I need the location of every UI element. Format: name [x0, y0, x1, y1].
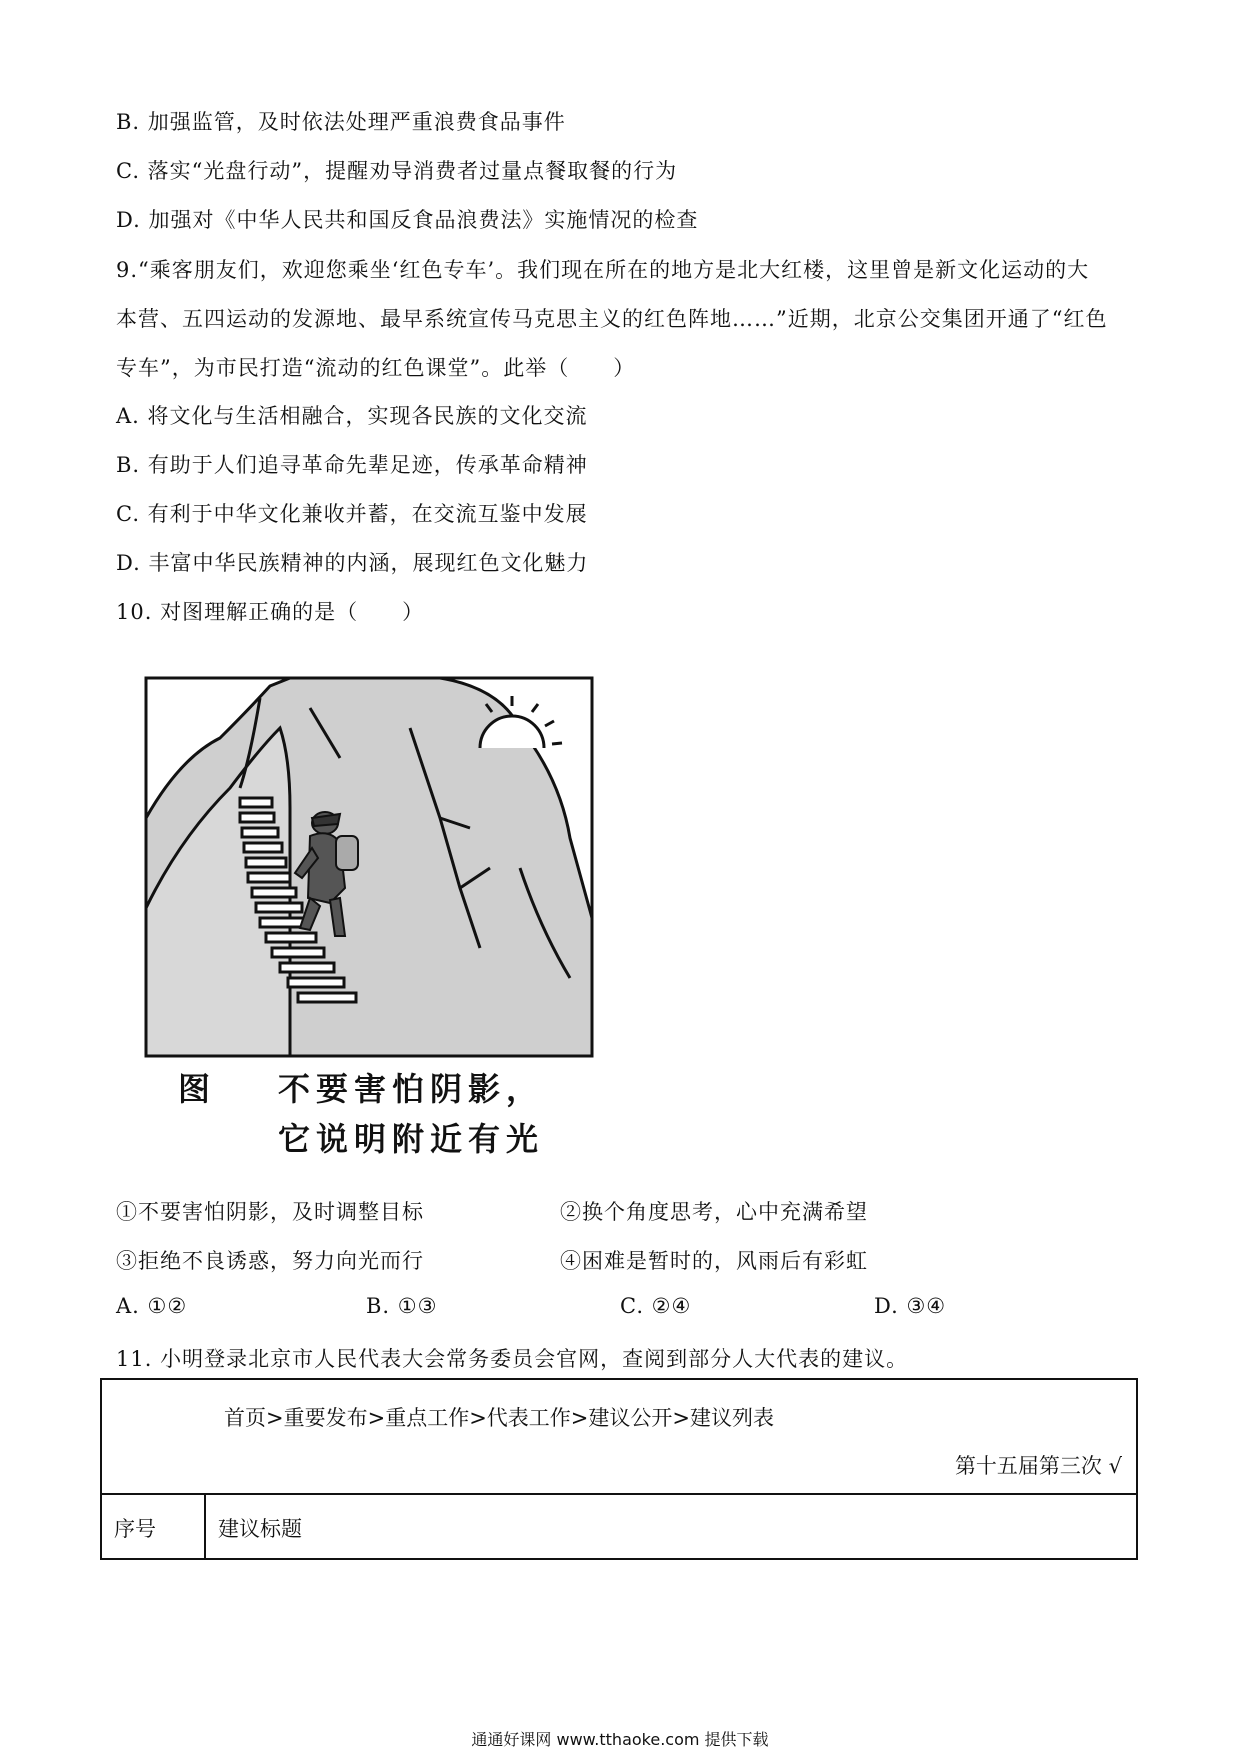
q11-stem: 11. 小明登录北京市人民代表大会常务委员会官网，查阅到部分人大代表的建议。 — [116, 1347, 909, 1371]
page-footer: 通通好课网 www.tthaoke.com 提供下载 — [471, 1730, 769, 1749]
q8-option-d: D. 加强对《中华人民共和国反食品浪费法》实施情况的检查 — [116, 208, 699, 232]
q9-stem-line2: 本营、五四运动的发源地、最早系统宣传马克思主义的红色阵地……”近期，北京公交集团开通了“红色 — [116, 307, 1108, 331]
figure-label: 图 — [178, 1070, 217, 1108]
table-header-row — [102, 1493, 1136, 1560]
statement-1: ①不要害怕阴影，及时调整目标 — [116, 1200, 424, 1224]
breadcrumb: 首页>重要发布>重点工作>代表工作>建议公开>建议列表 — [224, 1406, 774, 1430]
statement-4: ④困难是暂时的，风雨后有彩虹 — [560, 1249, 868, 1273]
q9-option-c: C. 有利于中华文化兼收并蓄，在交流互鉴中发展 — [116, 502, 588, 526]
figure-caption-line2: 它说明附近有光 — [278, 1120, 545, 1158]
q8-option-b: B. 加强监管，及时依法处理严重浪费食品事件 — [116, 110, 566, 134]
q8-option-c: C. 落实“光盘行动”，提醒劝导消费者过量点餐取餐的行为 — [116, 159, 678, 183]
q9-option-a: A. 将文化与生活相融合，实现各民族的文化交流 — [116, 404, 588, 428]
q9-stem-line1: 9.“乘客朋友们，欢迎您乘坐‘红色专车’。我们现在所在的地方是北大红楼，这里曾是新文化运动的大 — [116, 258, 1090, 282]
column-header-index: 序号 — [114, 1517, 156, 1541]
q9-option-d: D. 丰富中华民族精神的内涵，展现红色文化魅力 — [116, 551, 589, 575]
figure-caption-line1: 不要害怕阴影， — [278, 1070, 545, 1108]
choice-d: D. ③④ — [874, 1294, 947, 1318]
choice-a: A. ①② — [116, 1294, 188, 1318]
column-divider — [204, 1495, 206, 1560]
column-header-title: 建议标题 — [218, 1517, 302, 1541]
statement-3: ③拒绝不良诱惑，努力向光而行 — [116, 1249, 424, 1273]
q9-option-b: B. 有助于人们追寻革命先辈足迹，传承革命精神 — [116, 453, 588, 477]
choice-b: B. ①③ — [366, 1294, 438, 1318]
statement-2: ②换个角度思考，心中充满希望 — [560, 1200, 868, 1224]
session-label: 第十五届第三次 √ — [954, 1454, 1122, 1478]
q10-stem: 10. 对图理解正确的是（ ） — [116, 600, 425, 624]
q9-stem-line3: 专车”，为市民打造“流动的红色课堂”。此举（ ） — [116, 356, 636, 380]
cartoon-illustration — [140, 668, 600, 1068]
website-table — [100, 1378, 1138, 1560]
choice-c: C. ②④ — [620, 1294, 692, 1318]
